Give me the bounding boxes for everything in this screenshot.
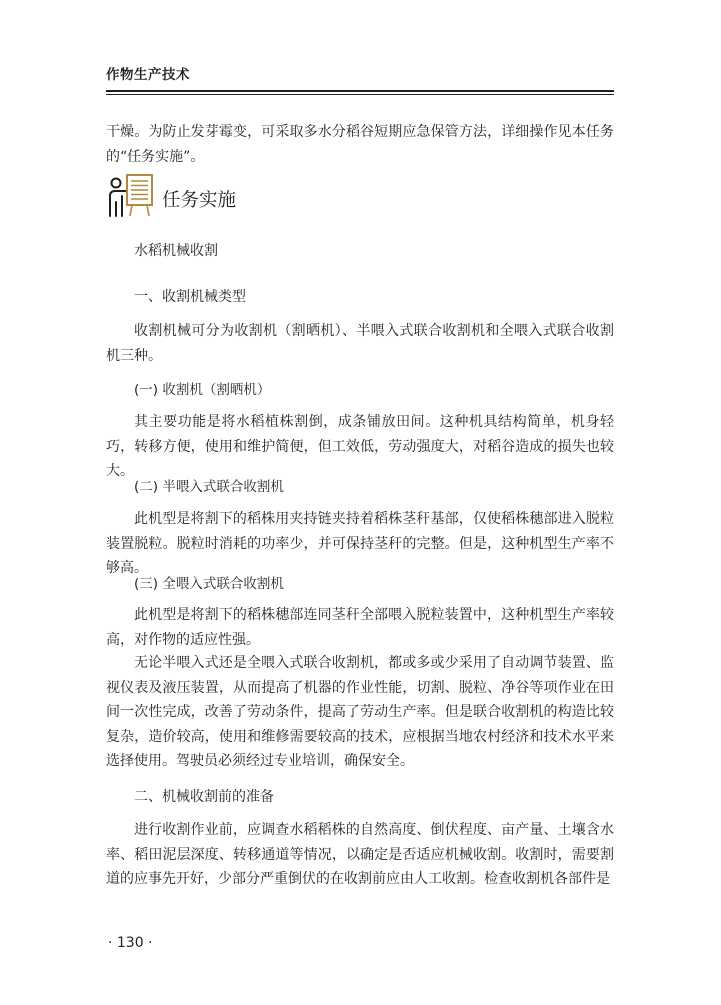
part1-intro-paragraph: 收割机械可分为收割机（割晒机）、半喂入式联合收割机和全喂入式联合收割机三种。 — [106, 323, 614, 364]
subsection-3-paragraph: 此机型是将割下的稻株穗部连同茎秆全部喂入脱粒装置中，这种机型生产率较高，对作物的适应性强。 — [106, 607, 614, 648]
subsection-2-paragraph: 此机型是将割下的稻株用夹持链夹持着稻株茎秆基部，仅使稻株穗部进入脱粒装置脱粒。脱粒时消耗的功率少，并可保持茎秆的完整。但是，这种机型生产率不够高。 — [106, 511, 614, 576]
subsection-1-paragraph: 其主要功能是将水稻植株割倒，成条铺放田间。这种机具结构简单，机身轻巧，转移方便，使用和维护简便，但工效低，劳动强度大，对稻谷造成的损失也较大。 — [106, 414, 614, 479]
part2-title: 二、机械收割前的准备 — [134, 789, 274, 805]
part1-summary-paragraph: 无论半喂入式还是全喂入式联合收割机，都或多或少采用了自动调节装置、监视仪表及液压装置，从而提高了机器的作业性能，切割、脱粒、净谷等项作业在田间一次性完成，改善了劳动条件，提高了劳动生产率。但是联合收割机的构造比较复杂，造价较高，使用和维修需要较高的技术，应根据当地农村经济和技术水平来选择使用。驾驶员必须经过专业培训，确保安全。 — [106, 655, 614, 769]
task-heading — [106, 172, 306, 222]
section-title: 水稻机械收割 — [134, 243, 218, 259]
header-rule — [106, 90, 614, 92]
subsection-1-title: (一) 收割机（割晒机） — [134, 382, 271, 398]
running-header: 作物生产技术 — [106, 67, 190, 83]
intro-paragraph: 干燥。为防止发芽霉变，可采取多水分稻谷短期应急保管方法，详细操作见本任务的“任务实施”。 — [106, 124, 614, 165]
part2-paragraph: 进行收割作业前，应调查水稻稻株的自然高度、倒伏程度、亩产量、土壤含水率、稻田泥层深度、转移通道等情况，以确定是否适应机械收割。收割时，需要割道的应事先开好，少部分严重倒伏的在收割前应由人工收割。检查收割机各部件是 — [106, 822, 614, 887]
header-rule-secondary — [106, 94, 614, 95]
subsection-3-title: (三) 全喂入式联合收割机 — [134, 576, 284, 592]
task-title: 任务实施 — [162, 190, 237, 211]
presenter-board-icon — [106, 172, 156, 220]
subsection-2-title: (二) 半喂入式联合收割机 — [134, 479, 284, 495]
page-number: · 130 · — [108, 935, 153, 951]
part1-title: 一、收割机械类型 — [134, 289, 246, 305]
